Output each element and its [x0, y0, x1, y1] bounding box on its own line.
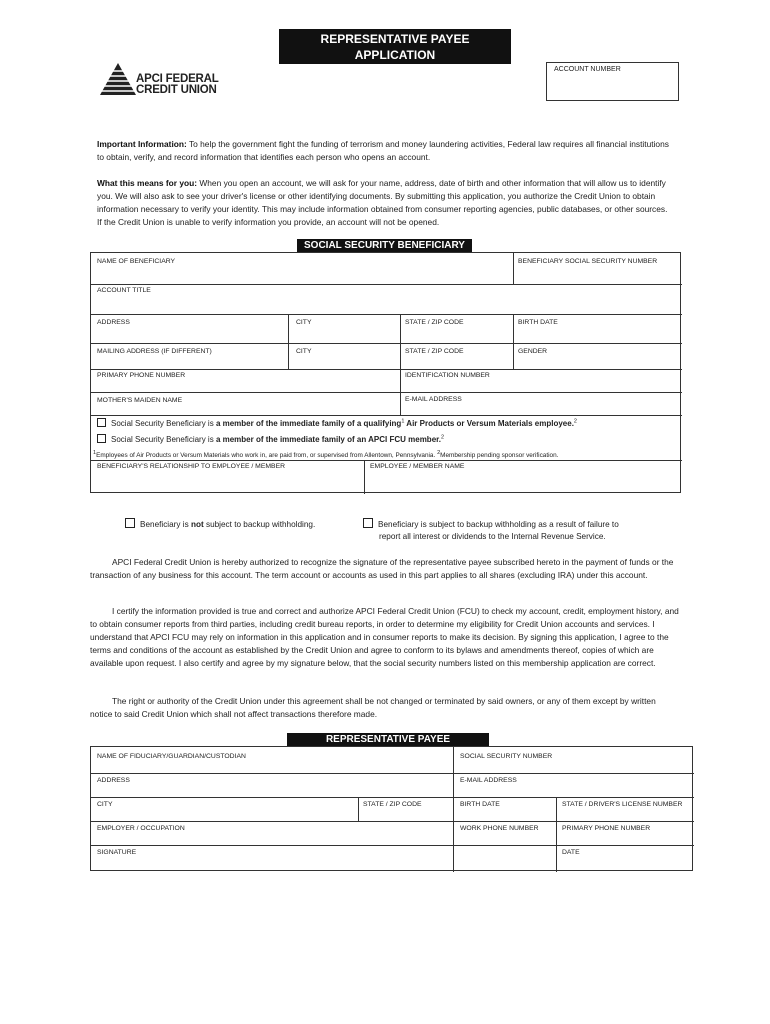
what-this-means-label: What this means for you: — [97, 178, 198, 188]
form-title — [279, 29, 511, 64]
address-field[interactable]: ADDRESS — [97, 319, 130, 326]
payee-city-field[interactable]: CITY — [97, 801, 113, 808]
account-title-field[interactable]: ACCOUNT TITLE — [97, 287, 151, 294]
backup-subject-option[interactable] — [363, 518, 619, 543]
payee-employer-field[interactable]: EMPLOYER / OCCUPATION — [97, 825, 185, 832]
checkbox[interactable] — [97, 418, 106, 427]
identification-number-field[interactable]: IDENTIFICATION NUMBER — [405, 372, 490, 379]
backup-opt2-line2: report all interest or dividends to the Internal Revenue Service. — [379, 532, 606, 541]
footnote-sup2: 2 — [437, 450, 441, 456]
form-title-line1: REPRESENTATIVE PAYEE — [320, 32, 470, 46]
payee-primary-phone-field[interactable]: PRIMARY PHONE NUMBER — [562, 825, 651, 832]
logo-line2: CREDIT UNION — [136, 84, 217, 96]
backup-not-subject-option[interactable] — [125, 518, 315, 529]
mailing-state-zip-field[interactable]: STATE / ZIP CODE — [405, 348, 464, 355]
footnote1: Employees of Air Products or Versum Materials who work in, are paid from, or supervised from Allentown, Pennsylvania. — [96, 452, 436, 460]
footnote-sup1: 1 — [93, 450, 97, 456]
payee-work-phone-field[interactable]: WORK PHONE NUMBER — [460, 825, 539, 832]
option1-prefix: Social Security Beneficiary is — [111, 419, 216, 428]
account-number-label: ACCOUNT NUMBER — [554, 66, 621, 73]
footnote2: Membership pending sponsor verification. — [440, 452, 559, 460]
what-this-means-text: When you open an account, we will ask for your name, address, date of birth and other information that will allow us to identify you. We will also ask to see your driver's license or other identifying documents. By submitting this application, you authorize the Credit Union to obtain information necessary to verify your identity. This may include information obtained from consumer reporting agencies, public databases, or other sources. If the Credit Union is unable to verify information you provide, an account will not be opened. — [97, 178, 668, 227]
date-field[interactable]: DATE — [562, 849, 580, 856]
option1-sup: 1 — [401, 418, 405, 425]
birth-date-field[interactable]: BIRTH DATE — [518, 319, 558, 326]
option2-sup: 2 — [441, 434, 445, 441]
backup-opt1-post: subject to backup withholding. — [203, 520, 316, 529]
payee-address-field[interactable]: ADDRESS — [97, 777, 130, 784]
signature-field[interactable]: SIGNATURE — [97, 849, 137, 856]
mailing-address-field[interactable]: MAILING ADDRESS (IF DIFFERENT) — [97, 348, 212, 355]
payee-state-zip-field[interactable]: STATE / ZIP CODE — [363, 801, 422, 808]
mailing-city-field[interactable]: CITY — [296, 348, 312, 355]
relationship-field[interactable]: BENEFICIARY'S RELATIONSHIP TO EMPLOYEE / MEMBER — [97, 463, 286, 470]
backup-opt2-line1: Beneficiary is subject to backup withholding as a result of failure to — [378, 520, 619, 529]
option1-sup2: 2 — [573, 418, 577, 425]
important-information — [97, 138, 672, 164]
striped-triangle-logo-icon — [100, 62, 140, 96]
important-information-text: To help the government fight the funding of terrorism and money laundering activities, Federal law requires all financial institutions to obtain, verify, and record information that identifies each person who opens an account. — [97, 139, 669, 162]
payee-form — [90, 746, 693, 871]
fiduciary-name-field[interactable]: NAME OF FIDUCIARY/GUARDIAN/CUSTODIAN — [97, 753, 246, 760]
city-field[interactable]: CITY — [296, 319, 312, 326]
right-authority-paragraph: The right or authority of the Credit Union under this agreement shall be not changed or terminated by said owners, or any of them except by written notice to said Credit Union which shall not affect transactions therefore made. — [90, 696, 656, 719]
authorization-paragraph: APCI Federal Credit Union is hereby authorized to recognize the signature of the representative payee subscribed hereto in the payment of funds or the transaction of any business for this account. The term account or accounts as used in this part applies to all shares (excluding IRA) under this account. — [90, 557, 674, 580]
footnotes — [93, 450, 558, 459]
state-zip-field[interactable]: STATE / ZIP CODE — [405, 319, 464, 326]
option2-bold: a member of the immediate family of an APCI FCU member. — [215, 435, 442, 444]
maiden-name-field[interactable]: MOTHER'S MAIDEN NAME — [97, 397, 183, 404]
option-member-family[interactable] — [97, 434, 444, 444]
beneficiary-ssn-field[interactable]: BENEFICIARY SOCIAL SECURITY NUMBER — [518, 258, 658, 265]
checkbox[interactable] — [97, 434, 106, 443]
logo-line1: APCI FEDERAL — [136, 73, 219, 85]
option-qualifying-employee-family[interactable] — [97, 418, 577, 428]
gender-field[interactable]: GENDER — [518, 348, 548, 355]
backup-opt1-bold: not — [190, 520, 204, 529]
backup-opt1-pre: Beneficiary is — [140, 520, 191, 529]
beneficiary-form — [90, 252, 681, 493]
employee-name-field[interactable]: EMPLOYEE / MEMBER NAME — [370, 463, 465, 470]
account-number-field[interactable] — [546, 62, 679, 101]
checkbox[interactable] — [363, 518, 373, 528]
option1-bold2: Air Products or Versum Materials employee. — [404, 419, 574, 428]
credit-union-logo — [100, 62, 235, 96]
email-field[interactable]: E-MAIL ADDRESS — [405, 396, 462, 403]
logo-text — [136, 74, 219, 96]
payee-section-title: REPRESENTATIVE PAYEE — [287, 733, 489, 746]
what-this-means — [97, 177, 672, 229]
beneficiary-name-field[interactable]: NAME OF BENEFICIARY — [97, 258, 176, 265]
payee-license-field[interactable]: STATE / DRIVER'S LICENSE NUMBER — [562, 801, 683, 808]
beneficiary-section-title: SOCIAL SECURITY BENEFICIARY — [297, 239, 472, 252]
option2-prefix: Social Security Beneficiary is — [111, 435, 216, 444]
payee-email-field[interactable]: E-MAIL ADDRESS — [460, 777, 517, 784]
payee-birth-date-field[interactable]: BIRTH DATE — [460, 801, 500, 808]
primary-phone-field[interactable]: PRIMARY PHONE NUMBER — [97, 372, 186, 379]
important-information-label: Important Information: — [97, 139, 187, 149]
form-title-line2: APPLICATION — [354, 48, 436, 62]
payee-ssn-field[interactable]: SOCIAL SECURITY NUMBER — [460, 753, 553, 760]
checkbox[interactable] — [125, 518, 135, 528]
certification-paragraph: I certify the information provided is true and correct and authorize APCI Federal Credit Union (FCU) to check my account, credit, employment history, and to obtain consumer reports from third parties, including credit bureau reports, in order to determine my eligibility for Credit Union accounts and services. I understand that APCI FCU may rely on information in this application and in consumer reports to make its decision. By signing this application, I agree to the terms and conditions of the account as established by the Credit Union and agree to conform to its bylaws and amendments thereof, copies of which are available upon request. I also certify and agree by my signature below, that the social security numbers listed on this membership application are correct. — [90, 606, 679, 668]
option1-bold: a member of the immediate family of a qualifying — [215, 419, 402, 428]
